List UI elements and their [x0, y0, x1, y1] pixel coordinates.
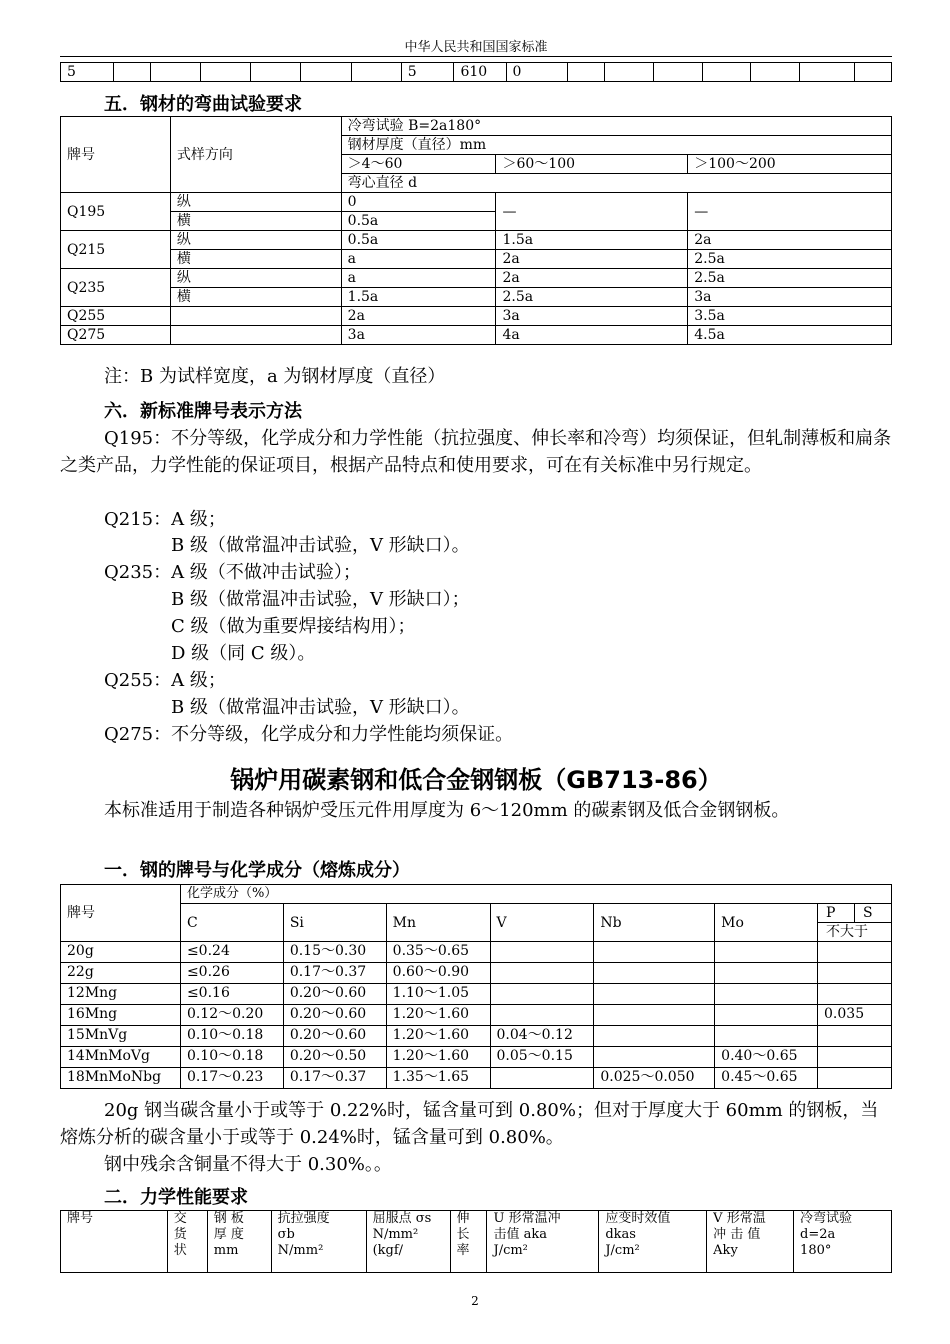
value-cell: 2a — [688, 231, 892, 250]
value-cell: ≤0.24 — [180, 942, 283, 963]
table-cell — [653, 63, 702, 82]
grade-cell: Q255 — [61, 307, 171, 326]
value-cell — [594, 1026, 715, 1047]
chem-header: 化学成分（%） — [180, 885, 891, 904]
table-row — [61, 1047, 892, 1068]
elem-nb: Nb — [594, 904, 715, 942]
q235-b-line: B 级（做常温冲击试验，V 形缺口）； — [171, 589, 470, 610]
value-cell: 0.025～0.050 — [594, 1068, 715, 1089]
table-cell — [151, 63, 201, 82]
value-cell: 2a — [496, 250, 688, 269]
value-cell: ≤0.16 — [180, 984, 283, 1005]
value-cell: 0.40～0.65 — [715, 1047, 818, 1068]
table-cell — [113, 63, 150, 82]
range-1: ＞4～60 — [341, 155, 496, 174]
table-row — [61, 1068, 892, 1089]
value-cell: 0.60～0.90 — [386, 963, 490, 984]
section-6-heading: 六．新标准牌号表示方法 — [104, 401, 302, 422]
elem-v: V — [490, 904, 594, 942]
dir-cell: 纵 — [170, 269, 341, 288]
continued-table-row — [60, 62, 892, 82]
dir-cell: 横 — [170, 212, 341, 231]
value-cell: 0.5a — [341, 231, 496, 250]
value-cell: 0.5a — [341, 212, 496, 231]
table-cell — [702, 63, 751, 82]
value-cell — [715, 1026, 818, 1047]
col-direction: 式样方向 — [170, 117, 341, 193]
value-cell — [594, 942, 715, 963]
elem-si: Si — [283, 904, 386, 942]
grade-cell: 22g — [61, 963, 181, 984]
table-row — [61, 1005, 892, 1026]
table-cell — [251, 63, 301, 82]
value-cell: 1.5a — [341, 288, 496, 307]
range-2: ＞60～100 — [496, 155, 688, 174]
value-cell: 0.17～0.37 — [283, 963, 386, 984]
value-cell: — — [496, 193, 688, 231]
value-cell: 1.20～1.60 — [386, 1005, 490, 1026]
h-u-impact: U 形常温冲 击值 aka J/cm² — [487, 1211, 599, 1273]
value-cell: 4.5a — [688, 326, 892, 345]
h-elongation: 伸 长 率 — [450, 1211, 487, 1273]
section-2-heading: 二．力学性能要求 — [104, 1187, 248, 1208]
value-cell — [715, 963, 818, 984]
value-cell: 0.20～0.60 — [283, 1005, 386, 1026]
table-cell: 5 — [61, 63, 114, 82]
dir-cell: 纵 — [170, 193, 341, 212]
value-cell: 0.20～0.60 — [283, 984, 386, 1005]
value-cell — [594, 1005, 715, 1026]
q235-c-line: C 级（做为重要焊接结构用）； — [171, 616, 416, 637]
q255-line: Q255：A 级； — [104, 670, 226, 691]
value-cell — [818, 1026, 892, 1047]
grade-cell: 15MnVg — [61, 1026, 181, 1047]
value-cell: 1.20～1.60 — [386, 1026, 490, 1047]
thickness-header: 钢材厚度（直径）mm — [341, 136, 891, 155]
table-cell — [605, 63, 654, 82]
table-cell — [351, 63, 401, 82]
value-cell — [715, 1005, 818, 1026]
value-cell: 0 — [341, 193, 496, 212]
value-cell: 0.20～0.60 — [283, 1026, 386, 1047]
grade-cell: Q235 — [61, 269, 171, 307]
h-v-impact: V 形常温 冲 击 值 Aky — [707, 1211, 794, 1273]
value-cell: 1.5a — [496, 231, 688, 250]
dir-cell — [170, 307, 341, 326]
elem-p: P — [818, 904, 855, 922]
value-cell — [594, 963, 715, 984]
value-cell: 3a — [496, 307, 688, 326]
h-thickness: 钢 板 厚 度 mm — [207, 1211, 271, 1273]
value-cell: 0.17～0.37 — [283, 1068, 386, 1089]
range-3: ＞100～200 — [688, 155, 892, 174]
table-cell — [751, 63, 800, 82]
value-cell — [594, 984, 715, 1005]
value-cell — [490, 1005, 594, 1026]
grade-cell: 14MnMoVg — [61, 1047, 181, 1068]
value-cell: ≤0.26 — [180, 963, 283, 984]
cold-bend-header: 冷弯试验 B=2a180° — [341, 117, 891, 136]
table-cell — [301, 63, 351, 82]
dir-cell — [170, 326, 341, 345]
value-cell: 0.10～0.18 — [180, 1026, 283, 1047]
h-grade: 牌号 — [61, 1211, 168, 1273]
mechanical-properties-table — [60, 1210, 892, 1273]
page-number: 2 — [471, 1294, 479, 1308]
table-cell: 0 — [506, 63, 567, 82]
value-cell: 1.20～1.60 — [386, 1047, 490, 1068]
value-cell: 2.5a — [496, 288, 688, 307]
value-cell: 2.5a — [688, 250, 892, 269]
value-cell — [818, 1047, 892, 1068]
table-row — [61, 942, 892, 963]
col-grade: 牌号 — [61, 117, 171, 193]
header-rule — [60, 56, 892, 57]
h-bend: 冷弯试验 d=2a 180° — [794, 1211, 892, 1273]
page-header: 中华人民共和国国家标准 — [404, 40, 548, 55]
elem-c: C — [180, 904, 283, 942]
value-cell: 0.45～0.65 — [715, 1068, 818, 1089]
value-cell: 0.35～0.65 — [386, 942, 490, 963]
q235-d-line: D 级（同 C 级）。 — [171, 643, 316, 664]
value-cell — [490, 942, 594, 963]
section-1-heading: 一．钢的牌号与化学成分（熔炼成分） — [104, 860, 410, 881]
mandrel-header: 弯心直径 d — [341, 174, 891, 193]
grade-cell: 16Mng — [61, 1005, 181, 1026]
document-title: 锅炉用碳素钢和低合金钢钢板（GB713-86） — [230, 766, 722, 794]
elem-mn: Mn — [386, 904, 490, 942]
h-tensile: 抗拉强度 σb N/mm² — [271, 1211, 366, 1273]
value-cell: 0.15～0.30 — [283, 942, 386, 963]
table-row — [61, 63, 892, 82]
value-cell — [818, 984, 892, 1005]
value-cell — [818, 963, 892, 984]
intro-paragraph: 本标准适用于制造各种锅炉受压元件用厚度为 6～120mm 的碳素钢及低合金钢钢板。 — [104, 800, 790, 821]
h-state: 交 货 状 — [167, 1211, 207, 1273]
table-row — [61, 1026, 892, 1047]
grade-cell: 12Mng — [61, 984, 181, 1005]
table-cell — [201, 63, 251, 82]
value-cell: 0.035 — [818, 1005, 892, 1026]
value-cell — [818, 1068, 892, 1089]
value-cell: 1.10～1.05 — [386, 984, 490, 1005]
value-cell: 2a — [341, 307, 496, 326]
col-grade: 牌号 — [61, 885, 181, 942]
bend-test-table — [60, 116, 892, 345]
value-cell: 3a — [341, 326, 496, 345]
table-row — [61, 963, 892, 984]
value-cell — [490, 963, 594, 984]
table-cell: 610 — [454, 63, 506, 82]
elem-mo: Mo — [715, 904, 818, 942]
h-yield: 屈服点 σs N/mm² (kgf/ — [366, 1211, 450, 1273]
copper-note: 钢中残余含铜量不得大于 0.30%。。 — [104, 1154, 392, 1175]
value-cell: 0.12～0.20 — [180, 1005, 283, 1026]
grade-cell: Q195 — [61, 193, 171, 231]
q215-line: Q215：A 级； — [104, 509, 226, 530]
grade-cell: 18MnMoNbg — [61, 1068, 181, 1089]
value-cell: a — [341, 250, 496, 269]
q215-b-line: B 级（做常温冲击试验，V 形缺口）。 — [171, 535, 470, 556]
value-cell — [490, 984, 594, 1005]
value-cell: 4a — [496, 326, 688, 345]
value-cell: 0.17～0.23 — [180, 1068, 283, 1089]
value-cell: — — [688, 193, 892, 231]
value-cell: 0.10～0.18 — [180, 1047, 283, 1068]
dir-cell: 纵 — [170, 231, 341, 250]
value-cell — [594, 1047, 715, 1068]
grade-cell: Q275 — [61, 326, 171, 345]
value-cell — [490, 1068, 594, 1089]
table-cell — [854, 63, 891, 82]
value-cell: 3a — [688, 288, 892, 307]
grade-cell: Q215 — [61, 231, 171, 269]
value-cell: a — [341, 269, 496, 288]
section-5-heading: 五．钢材的弯曲试验要求 — [104, 94, 302, 115]
value-cell: 1.35～1.65 — [386, 1068, 490, 1089]
value-cell: 0.04～0.12 — [490, 1026, 594, 1047]
value-cell: 2a — [496, 269, 688, 288]
value-cell: 2.5a — [688, 269, 892, 288]
table-cell — [567, 63, 604, 82]
q255-b-line: B 级（做常温冲击试验，V 形缺口）。 — [171, 697, 470, 718]
value-cell: 0.20～0.50 — [283, 1047, 386, 1068]
table-cell — [800, 63, 854, 82]
table-row — [61, 984, 892, 1005]
bend-note: 注：B 为试样宽度，a 为钢材厚度（直径） — [104, 366, 446, 387]
h-aging: 应变时效值 dkas J/cm² — [599, 1211, 707, 1273]
grade-cell: 20g — [61, 942, 181, 963]
elem-s: S — [863, 905, 873, 921]
q195-paragraph: Q195：不分等级，化学成分和力学性能（抗拉强度、伸长率和冷弯）均须保证，但轧制薄板和扁条之类产品，力学性能的保证项目，根据产品特点和使用要求，可在有关标准中另行规定。 — [60, 428, 892, 476]
value-cell — [715, 942, 818, 963]
q275-line: Q275：不分等级，化学成分和力学性能均须保证。 — [104, 724, 514, 745]
chemical-composition-table — [60, 884, 892, 1089]
manganese-note: 20g 钢当碳含量小于或等于 0.22%时，锰含量可到 0.80%；但对于厚度大于 60mm 的钢板，当熔炼分析的碳含量小于或等于 0.24%时，锰含量可到 0.80%。 — [60, 1100, 879, 1148]
value-cell: 3.5a — [688, 307, 892, 326]
value-cell — [818, 942, 892, 963]
value-cell — [715, 984, 818, 1005]
ps-cell — [818, 904, 892, 942]
table-cell: 5 — [401, 63, 454, 82]
dir-cell: 横 — [170, 250, 341, 269]
q235-line: Q235：A 级（不做冲击试验）； — [104, 562, 361, 583]
no-more-than: 不大于 — [826, 924, 869, 940]
dir-cell: 横 — [170, 288, 341, 307]
value-cell: 0.05～0.15 — [490, 1047, 594, 1068]
